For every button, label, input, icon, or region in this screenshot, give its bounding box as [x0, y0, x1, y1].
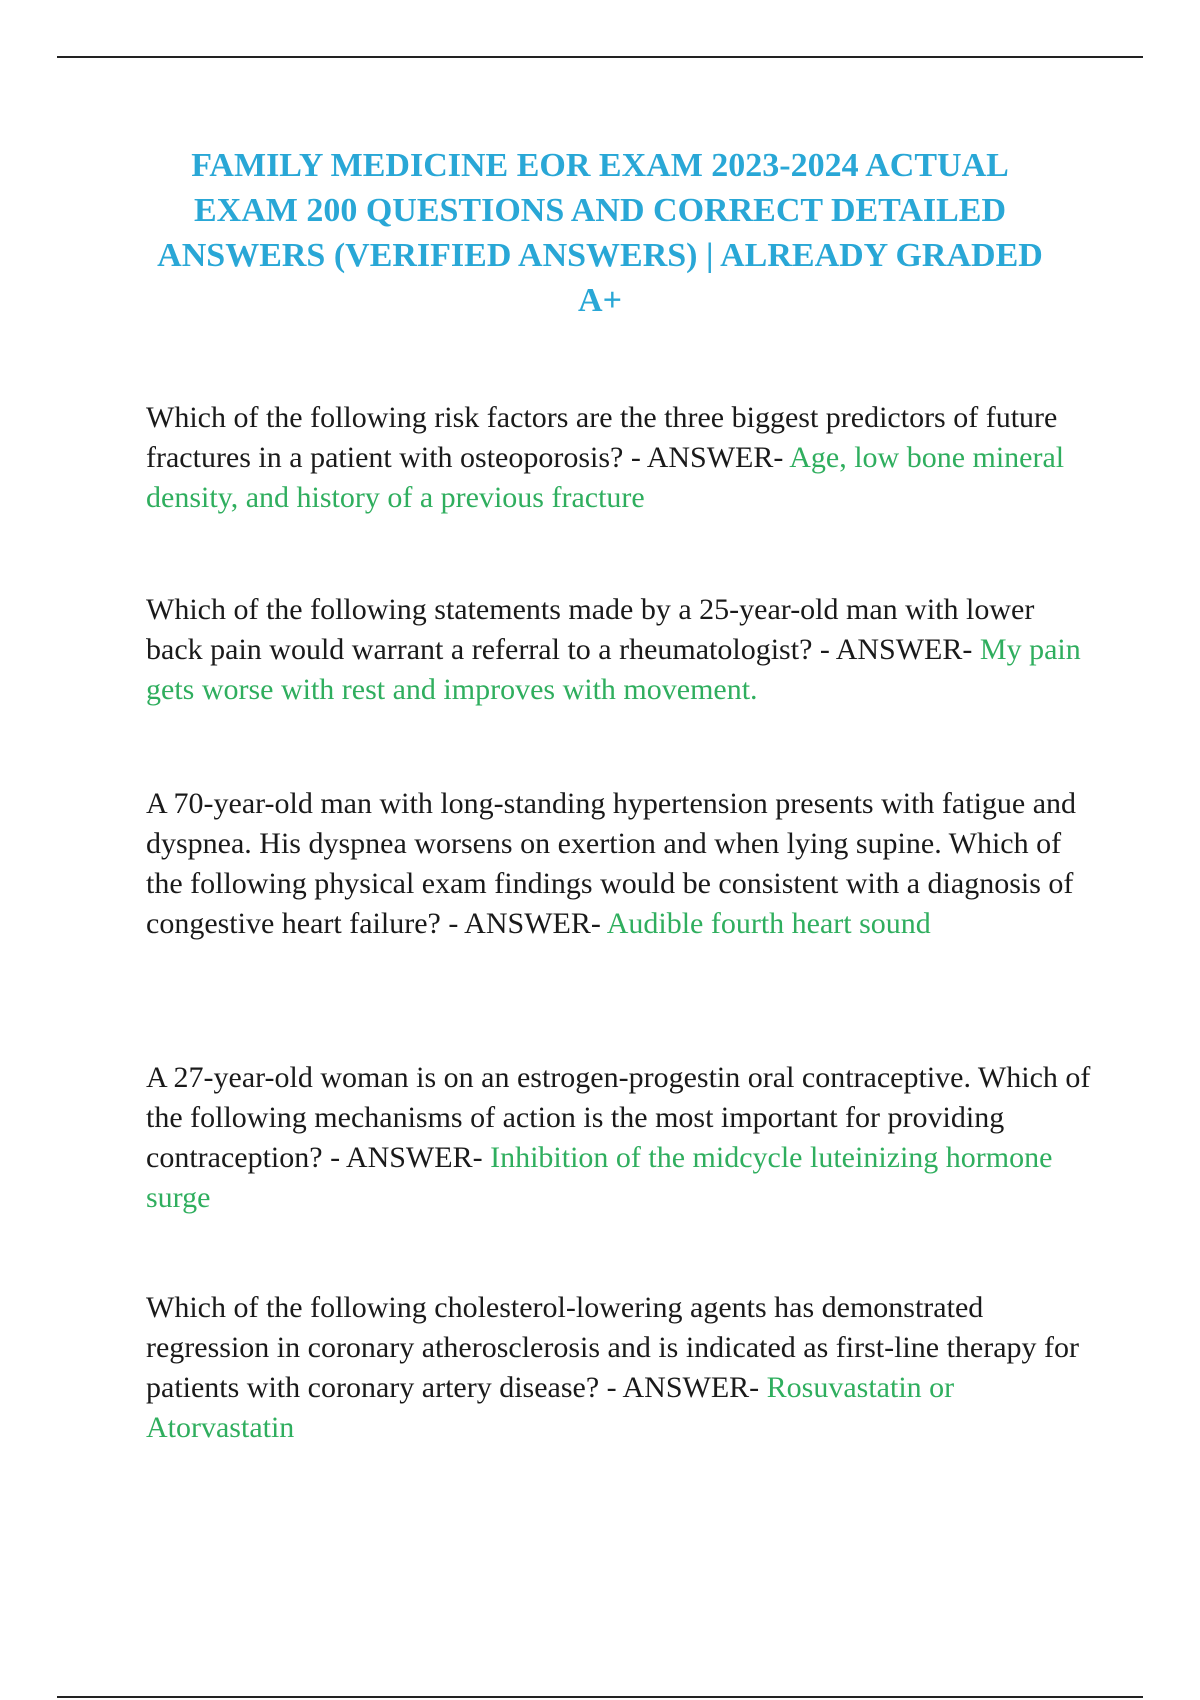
question-text: A 70-year-old man with long-standing hypertension presents with fatigue and dyspnea. His dyspnea worsens on exertion and when lying supine. Which of the following physical exam findings would be consistent with a diagnosis of congestive heart failure? — [146, 787, 1077, 940]
answer-text: My pain gets worse with rest and improves with movement. — [146, 633, 1081, 706]
top-rule — [57, 56, 1143, 58]
answer-prefix: - ANSWER- — [812, 633, 980, 666]
answer-text: Inhibition of the midcycle luteinizing hormone surge — [146, 1141, 1053, 1214]
document-title: FAMILY MEDICINE EOR EXAM 2023-2024 ACTUAL EXAM 200 QUESTIONS AND CORRECT DETAILED ANSWERS (VERIFIED ANSWERS) | ALREADY GRADED A+ — [157, 147, 1043, 319]
qa-item — [146, 784, 1096, 944]
question-text: A 27-year-old woman is on an estrogen-progestin oral contraceptive. Which of the following mechanisms of action is the most important for providing contraception? — [146, 1061, 1091, 1174]
answer-text: Rosuvastatin or Atorvastatin — [146, 1371, 955, 1444]
answer-prefix: - ANSWER- — [599, 1371, 767, 1404]
qa-item — [146, 398, 1096, 518]
qa-item — [146, 1058, 1096, 1218]
answer-text: Age, low bone mineral density, and history of a previous fracture — [146, 441, 1065, 514]
answer-prefix: - ANSWER- — [623, 441, 790, 474]
answer-prefix: - ANSWER- — [440, 907, 607, 940]
question-text: Which of the following risk factors are the three biggest predictors of future fractures in a patient with osteoporosis? — [146, 401, 1058, 474]
answer-prefix: - ANSWER- — [322, 1141, 491, 1174]
bottom-rule — [57, 1696, 1143, 1698]
qa-item — [146, 1288, 1096, 1448]
answer-text: Audible fourth heart sound — [606, 907, 931, 940]
question-text: Which of the following statements made by a 25-year-old man with lower back pain would warrant a referral to a rheumatologist? — [146, 593, 1035, 666]
question-text: Which of the following cholesterol-lowering agents has demonstrated regression in coronary atherosclerosis and is indicated as first-line therapy for patients with coronary artery disease? — [146, 1291, 1080, 1404]
qa-item — [146, 590, 1096, 710]
